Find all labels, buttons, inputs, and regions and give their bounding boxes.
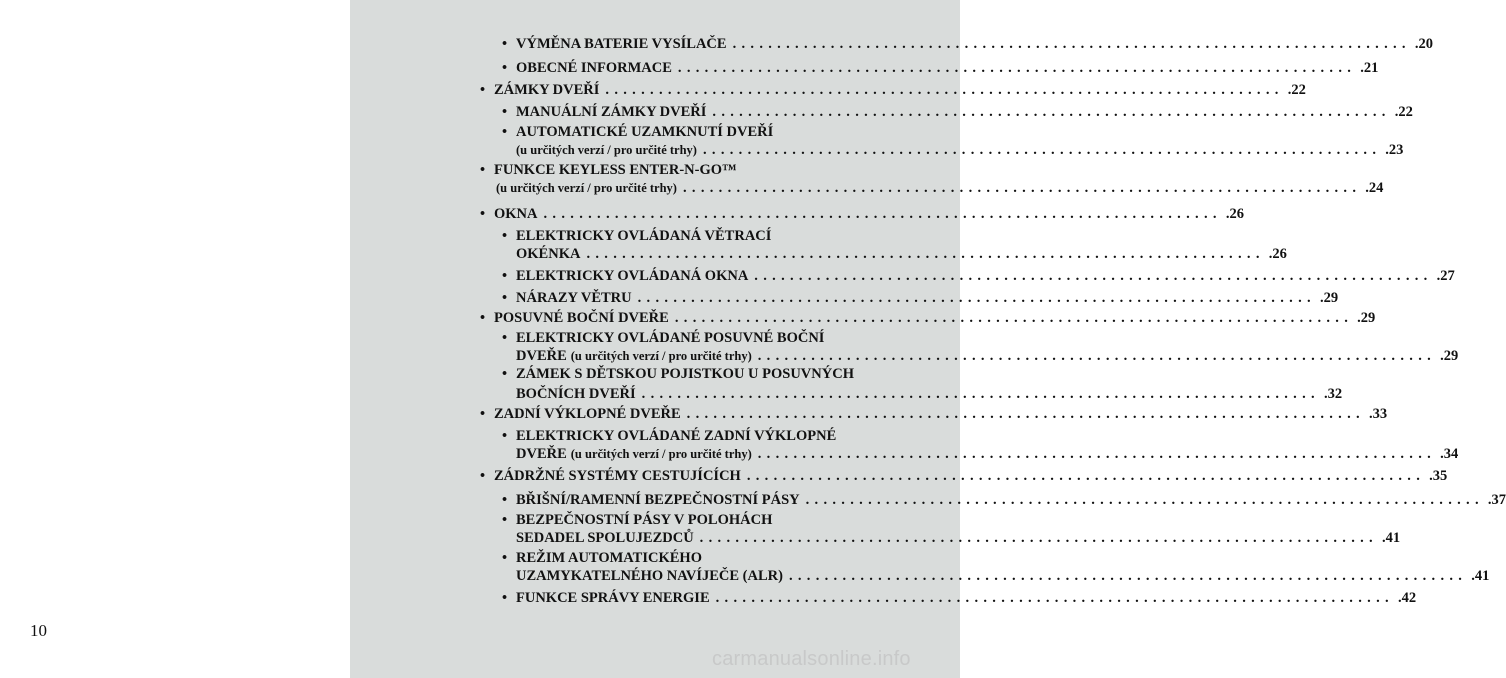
toc-leader-dots: ............................................................................ [674, 310, 1354, 326]
toc-entry-title: FUNKCE SPRÁVY ENERGIE [516, 590, 710, 606]
toc-leader-dots: ............................................................................ [746, 468, 1426, 484]
toc-entry-title: NÁRAZY VĚTRU [516, 290, 632, 306]
toc-leader-dots: ............................................................................ [712, 104, 1391, 120]
toc-entry-title: FUNKCE KEYLESS ENTER-N-GO™ [494, 162, 737, 178]
toc-entry-title: ZÁMKY DVEŘÍ [494, 82, 600, 98]
watermark: carmanualsonline.info [712, 648, 911, 670]
toc-entry-line[interactable] [494, 206, 1244, 223]
toc-bullet: • [480, 82, 486, 98]
toc-entry-qualifier: (u určitých verzí / pro určité trhy) [516, 143, 697, 157]
toc-entry-title: UZAMYKATELNÉHO NAVÍJEČE (ALR) [516, 568, 783, 584]
left-page [0, 0, 350, 678]
toc-bullet: • [502, 366, 508, 382]
toc-entry-line[interactable] [516, 530, 1401, 547]
toc-page-number: .26 [1225, 206, 1244, 222]
toc-page-number: .37 [1487, 492, 1506, 508]
toc-page-number: .27 [1436, 268, 1455, 284]
toc-entry-line[interactable] [516, 268, 1455, 285]
toc-entry-title: DVEŘE [516, 446, 567, 462]
toc-leader-dots: ............................................................................ [682, 180, 1362, 196]
toc-page-number: .29 [1319, 290, 1339, 306]
toc-entry-line[interactable] [516, 366, 854, 383]
toc-entry-line[interactable] [516, 446, 1459, 463]
toc-entry-title: ZÁDRŽNÉ SYSTÉMY CESTUJÍCÍCH [494, 468, 741, 484]
toc-leader-dots: ............................................................................ [699, 530, 1378, 546]
toc-bullet: • [480, 310, 486, 326]
toc-entry-line[interactable] [516, 512, 772, 529]
toc-entry-line[interactable] [494, 82, 1306, 99]
toc-entry-qualifier: (u určitých verzí / pro určité trhy) [570, 447, 752, 461]
toc-entry-line[interactable] [516, 246, 1287, 263]
toc-entry-line[interactable] [494, 468, 1448, 485]
toc-leader-dots: ............................................................................ [788, 568, 1468, 584]
toc-entry-title: BEZPEČNOSTNÍ PÁSY V POLOHÁCH [516, 512, 773, 528]
toc-bullet: • [502, 590, 508, 606]
toc-page-number: .22 [1287, 82, 1306, 98]
toc-entry-title: SEDADEL SPOLUJEZDCŮ [516, 530, 694, 546]
toc-bullet: • [480, 406, 486, 422]
toc-entry-title: BOČNÍCH DVEŘÍ [516, 386, 636, 402]
toc-entry-title: MANUÁLNÍ ZÁMKY DVEŘÍ [516, 104, 707, 120]
toc-entry-qualifier: (u určitých verzí / pro určité trhy) [496, 181, 677, 195]
table-of-contents [350, 0, 1506, 678]
toc-leader-dots: ............................................................................ [677, 60, 1357, 76]
toc-entry-line[interactable] [516, 330, 824, 347]
toc-leader-dots: ............................................................................ [757, 446, 1437, 462]
toc-leader-dots: ............................................................................ [543, 206, 1222, 222]
toc-page-number: .26 [1268, 246, 1287, 262]
toc-bullet: • [480, 162, 486, 178]
toc-entry-title: ZÁMEK S DĚTSKOU POJISTKOU U POSUVNÝCH [516, 366, 854, 382]
toc-entry-line[interactable] [516, 492, 1506, 509]
toc-entry-title: VÝMĚNA BATERIE VYSÍLAČE [516, 36, 727, 52]
toc-page-number: .34 [1440, 446, 1459, 462]
toc-bullet: • [480, 468, 486, 484]
toc-entry-title: OKÉNKA [516, 246, 581, 262]
toc-entry-title: DVEŘE [516, 348, 567, 364]
toc-entry-line[interactable] [494, 406, 1388, 423]
toc-page-number: .20 [1414, 36, 1433, 52]
toc-entry-line[interactable] [516, 348, 1459, 365]
toc-page-number: .23 [1385, 142, 1404, 158]
toc-leader-dots: ............................................................................ [732, 36, 1411, 52]
toc-bullet: • [502, 428, 508, 444]
toc-page-number: .29 [1440, 348, 1459, 364]
toc-entry-title: OBECNÉ INFORMACE [516, 60, 672, 76]
toc-entry-title: REŽIM AUTOMATICKÉHO [516, 550, 702, 566]
toc-bullet: • [502, 268, 508, 284]
toc-bullet: • [502, 550, 508, 566]
toc-entry-line[interactable] [516, 290, 1339, 307]
toc-leader-dots: ............................................................................ [715, 590, 1394, 606]
toc-entry-qualifier: (u určitých verzí / pro určité trhy) [570, 349, 752, 363]
page-number: 10 [30, 621, 47, 640]
toc-leader-dots: ............................................................................ [605, 82, 1284, 98]
toc-page-number: .41 [1471, 568, 1490, 584]
toc-leader-dots: ............................................................................ [757, 348, 1437, 364]
toc-page-number: .33 [1368, 406, 1388, 422]
right-page [350, 0, 1506, 678]
toc-bullet: • [502, 290, 508, 306]
toc-entry-line[interactable] [494, 310, 1376, 327]
toc-leader-dots: ............................................................................ [641, 386, 1320, 402]
toc-entry-line[interactable] [516, 36, 1433, 53]
toc-entry-title: ELEKTRICKY OVLÁDANÉ POSUVNÉ BOČNÍ [516, 330, 825, 346]
toc-leader-dots: ............................................................................ [637, 290, 1316, 306]
toc-page-number: .22 [1394, 104, 1413, 120]
toc-leader-dots: ............................................................................ [805, 492, 1484, 508]
toc-entry-line[interactable] [516, 550, 702, 567]
toc-bullet: • [502, 104, 508, 120]
toc-entry-line[interactable] [516, 124, 773, 141]
toc-entry-line[interactable] [516, 60, 1379, 77]
toc-entry-title: AUTOMATICKÉ UZAMKNUTÍ DVEŘÍ [516, 124, 774, 140]
toc-leader-dots: ............................................................................ [702, 142, 1382, 158]
toc-entry-line[interactable] [496, 180, 1384, 197]
toc-entry-title: BŘIŠNÍ/RAMENNÍ BEZPEČNOSTNÍ PÁSY [516, 492, 800, 508]
toc-bullet: • [502, 512, 508, 528]
toc-bullet: • [502, 124, 508, 140]
toc-entry-title: POSUVNÉ BOČNÍ DVEŘE [494, 310, 669, 326]
toc-entry-title: OKNA [494, 206, 538, 222]
toc-entry-title: ELEKTRICKY OVLÁDANÉ ZADNÍ VÝKLOPNÉ [516, 428, 837, 444]
toc-entry-line[interactable] [516, 228, 771, 245]
toc-page-number: .32 [1323, 386, 1343, 402]
toc-bullet: • [502, 36, 508, 52]
toc-entry-title: ZADNÍ VÝKLOPNÉ DVEŘE [494, 406, 681, 422]
toc-leader-dots: ............................................................................ [686, 406, 1365, 422]
toc-bullet: • [502, 228, 508, 244]
toc-page-number: .41 [1381, 530, 1401, 546]
toc-bullet: • [480, 206, 486, 222]
toc-entry-line[interactable] [516, 568, 1490, 585]
toc-entry-title: ELEKTRICKY OVLÁDANÁ VĚTRACÍ [516, 228, 772, 244]
toc-page-number: .21 [1360, 60, 1379, 76]
toc-entry-line[interactable] [516, 142, 1404, 159]
toc-bullet: • [502, 492, 508, 508]
toc-page-number: .29 [1357, 310, 1376, 326]
toc-entry-title: ELEKTRICKY OVLÁDANÁ OKNA [516, 268, 749, 284]
toc-bullet: • [502, 330, 508, 346]
toc-entry-line[interactable] [516, 590, 1417, 607]
toc-bullet: • [502, 60, 508, 76]
toc-leader-dots: ............................................................................ [586, 246, 1265, 262]
toc-page-number: .35 [1429, 468, 1448, 484]
toc-entry-line[interactable] [516, 428, 836, 445]
toc-leader-dots: ............................................................................ [754, 268, 1433, 284]
toc-page-number: .24 [1365, 180, 1384, 196]
toc-page-number: .42 [1397, 590, 1417, 606]
toc-entry-line[interactable] [516, 104, 1413, 121]
toc-entry-line[interactable] [494, 162, 737, 179]
toc-entry-line[interactable] [516, 386, 1343, 403]
